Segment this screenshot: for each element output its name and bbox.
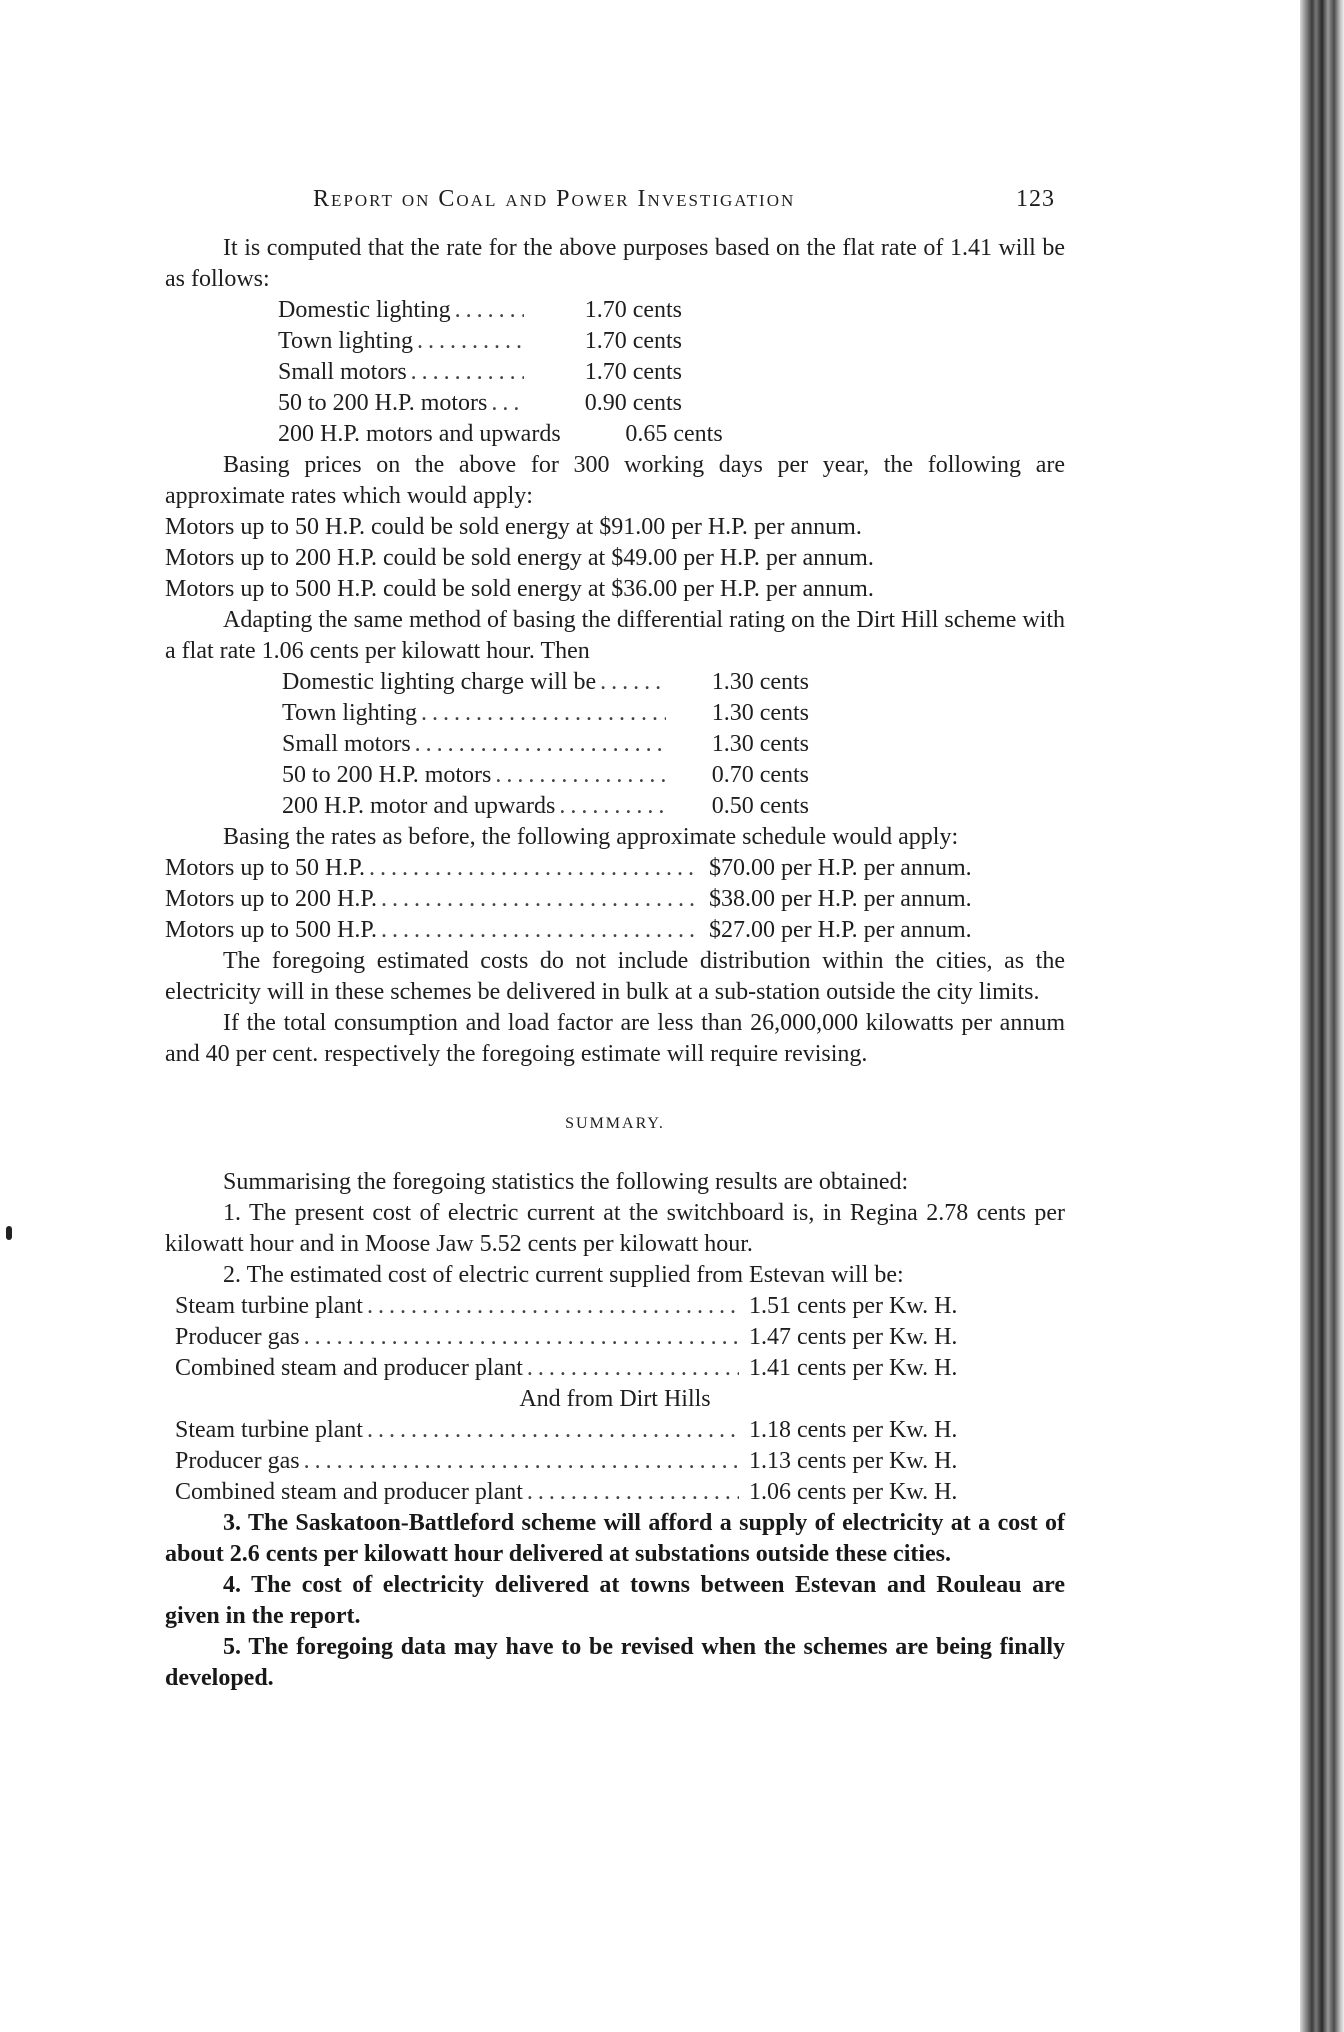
rate-row: Domestic lighting ..... 1.70 cents <box>278 295 682 326</box>
costs-table-dirt-hills <box>165 1415 1065 1508</box>
summary-item-5: 5. The foregoing data may have to be revised when the schemes are being finally developed. <box>165 1634 1065 1691</box>
foregoing-paragraph: The foregoing estimated costs do not include distribution within the cities, as the electricity will in these schemes be delivered in bulk at a sub-station outside the city limits. <box>165 948 1065 1005</box>
summary-item-3: 3. The Saskatoon-Battleford scheme will afford a supply of electricity at a cost of about 2.6 cents per kilowatt hour delivered at substations outside these cities. <box>165 1510 1065 1567</box>
dirt-hills-heading: And from Dirt Hills <box>519 1386 711 1412</box>
cost-row: Combined steam and producer plant ..... 1.06 cents per Kw. H. <box>175 1477 1019 1508</box>
rate-row: 200 H.P. motor and upwards ..... 0.50 cents <box>282 791 809 822</box>
summary-heading: SUMMARY. <box>565 1115 665 1132</box>
rate-row: Small motors ..... 1.30 cents <box>282 729 809 760</box>
rate-row: Domestic lighting charge will be ..... 1.30 cents <box>282 667 809 698</box>
running-header <box>313 184 1055 215</box>
rate-row: 200 H.P. motors and upwards 0.65 cents <box>278 421 723 447</box>
schedule-row: Motors up to 500 H.P. ..... $27.00 per H.P. per annum. <box>165 915 1049 946</box>
running-header-title: Report on Coal and Power Investigation <box>313 186 796 212</box>
motor-line: Motors up to 50 H.P. could be sold energy at $91.00 per H.P. per annum. <box>165 514 862 540</box>
costs-table-estevan <box>165 1291 1065 1384</box>
if-paragraph: If the total consumption and load factor are less than 26,000,000 kilowatts per annum and 40 per cent. respectively the foregoing estimate will require revising. <box>165 1010 1065 1067</box>
cost-row: Steam turbine plant ..... 1.18 cents per Kw. H. <box>175 1415 1019 1446</box>
rate-row: 50 to 200 H.P. motors ..... 0.70 cents <box>282 760 809 791</box>
rates-table-dirt-hill <box>165 667 1065 822</box>
cost-row: Steam turbine plant ..... 1.51 cents per Kw. H. <box>175 1291 1019 1322</box>
page-edge-mark <box>6 1226 12 1240</box>
rate-row: Town lighting ..... 1.30 cents <box>282 698 809 729</box>
cost-row: Producer gas ..... 1.13 cents per Kw. H. <box>175 1446 1019 1477</box>
rate-row: Small motors ..... 1.70 cents <box>278 357 682 388</box>
cost-row: Combined steam and producer plant ..... 1.41 cents per Kw. H. <box>175 1353 1019 1384</box>
rate-row: 50 to 200 H.P. motors ..... 0.90 cents <box>278 388 682 419</box>
page-body <box>165 170 1065 1694</box>
basing-rates-paragraph: Basing the rates as before, the following approximate schedule would apply: <box>223 824 959 850</box>
page-number: 123 <box>1016 186 1055 212</box>
summary-item-4: 4. The cost of electricity delivered at towns between Estevan and Rouleau are given in the report. <box>165 1572 1065 1629</box>
basing-paragraph: Basing prices on the above for 300 working days per year, the following are approximate rates which would apply: <box>165 452 1065 509</box>
book-spine-edge <box>1300 0 1344 2032</box>
summary-intro: Summarising the foregoing statistics the following results are obtained: <box>223 1169 909 1195</box>
motor-line: Motors up to 500 H.P. could be sold energy at $36.00 per H.P. per annum. <box>165 576 874 602</box>
adapting-paragraph: Adapting the same method of basing the differential rating on the Dirt Hill scheme with a flat rate 1.06 cents per kilowatt hour. Then <box>165 607 1066 664</box>
schedule-row: Motors up to 200 H.P. ..... $38.00 per H.P. per annum. <box>165 884 1049 915</box>
intro-paragraph: It is computed that the rate for the above purposes based on the flat rate of 1.41 will be as follows: <box>165 235 1065 292</box>
summary-item-1: 1. The present cost of electric current at the switchboard is, in Regina 2.78 cents per kilowatt hour and in Moose Jaw 5.52 cents per kilowatt hour. <box>165 1200 1065 1257</box>
motor-line: Motors up to 200 H.P. could be sold energy at $49.00 per H.P. per annum. <box>165 545 874 571</box>
summary-item-2: 2. The estimated cost of electric current supplied from Estevan will be: <box>223 1262 904 1288</box>
schedule-row: Motors up to 50 H.P. ..... $70.00 per H.P. per annum. <box>165 853 1049 884</box>
rates-table-estevan <box>278 295 1065 450</box>
motor-schedule-table <box>165 853 1065 946</box>
cost-row: Producer gas ..... 1.47 cents per Kw. H. <box>175 1322 1019 1353</box>
rate-row: Town lighting ..... 1.70 cents <box>278 326 682 357</box>
